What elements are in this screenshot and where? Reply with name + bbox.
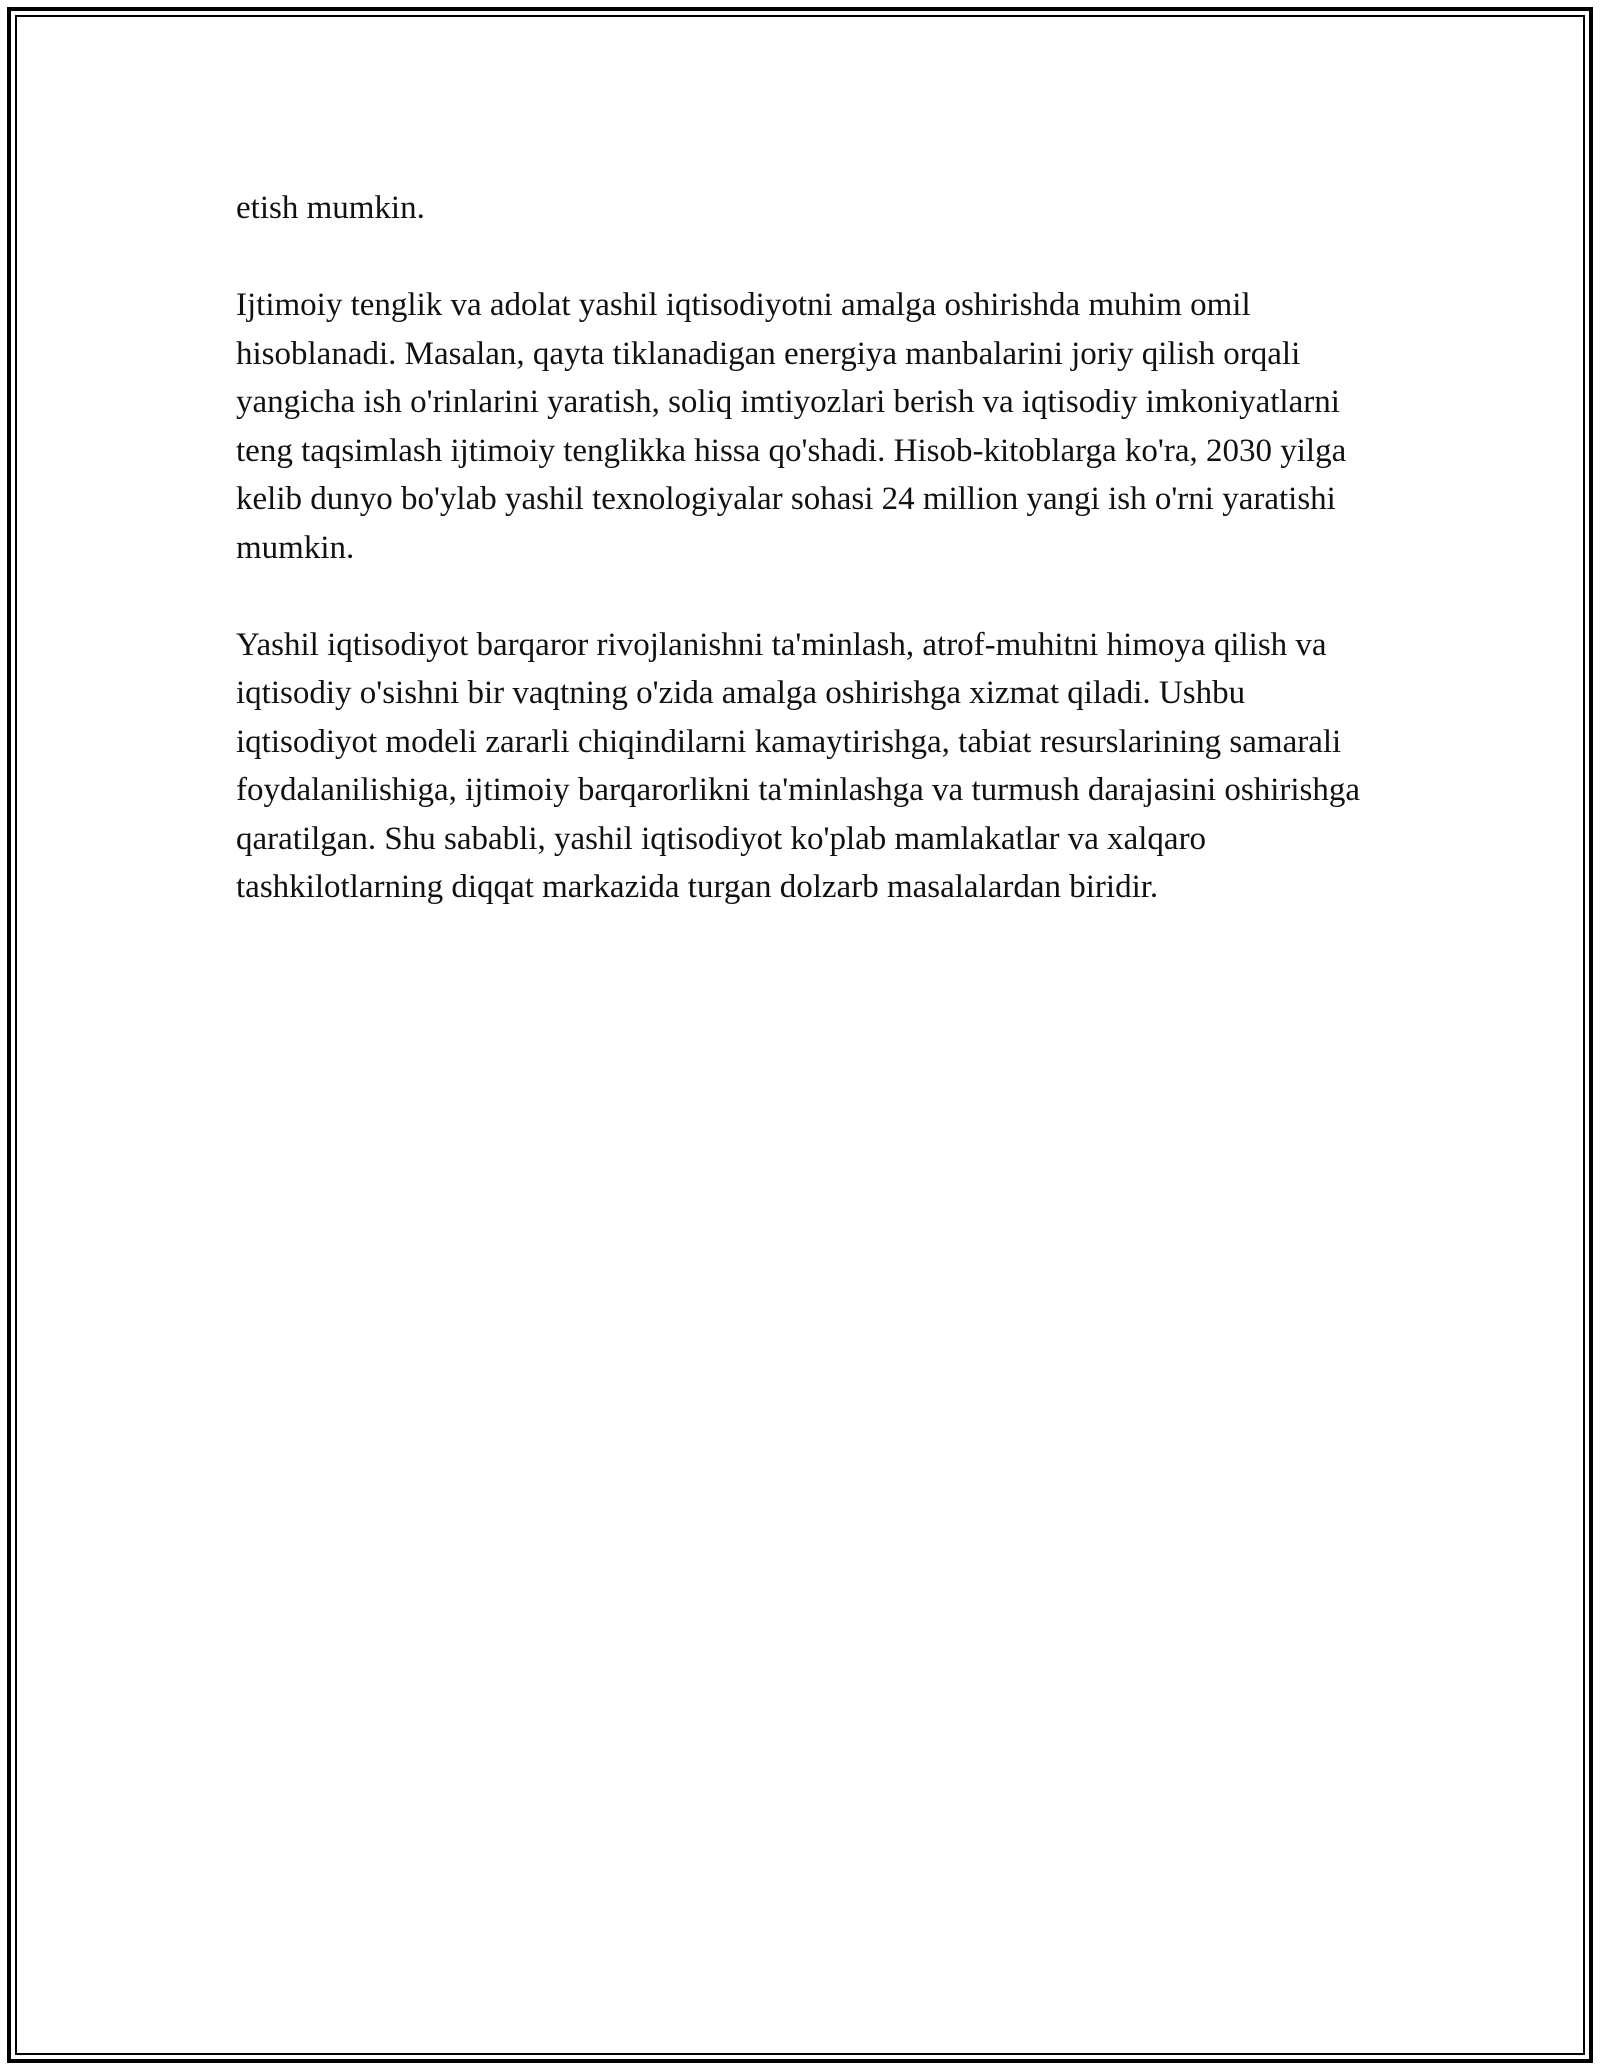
document-body <box>236 184 1376 960</box>
paragraph-social-equity: Ijtimoiy tenglik va adolat yashil iqtisodiyotni amalga oshirishda muhim omil hisoblanadi. Masalan, qayta tiklanadigan energiya manbalarini joriy qilish orqali yangicha ish o'rinlarini yaratish, soliq imtiyozlari berish va iqtisodiy imkoniyatlarni teng taqsimlash ijtimoiy tenglikka hissa qo'shadi. Hisob-kitoblarga ko'ra, 2030 yilga kelib dunyo bo'ylab yashil texnologiyalar sohasi 24 million yangi ish o'rni yaratishi mumkin. <box>236 287 1347 566</box>
paragraph-green-economy-summary: Yashil iqtisodiyot barqaror rivojlanishni ta'minlash, atrof-muhitni himoya qilish va iqtisodiy o'sishni bir vaqtning o'zida amalga oshirishga xizmat qiladi. Ushbu iqtisodiyot modeli zararli chiqindilarni kamaytirishga, tabiat resurslarining samarali foydalanilishiga, ijtimoiy barqarorlikni ta'minlashga va turmush darajasini oshirishga qaratilgan. Shu sababli, yashil iqtisodiyot ko'plab mamlakatlar va xalqaro tashkilotlarning diqqat markazida turgan dolzarb masalalardan biridir. <box>236 626 1361 905</box>
paragraph-continuation: etish mumkin. <box>236 190 425 226</box>
